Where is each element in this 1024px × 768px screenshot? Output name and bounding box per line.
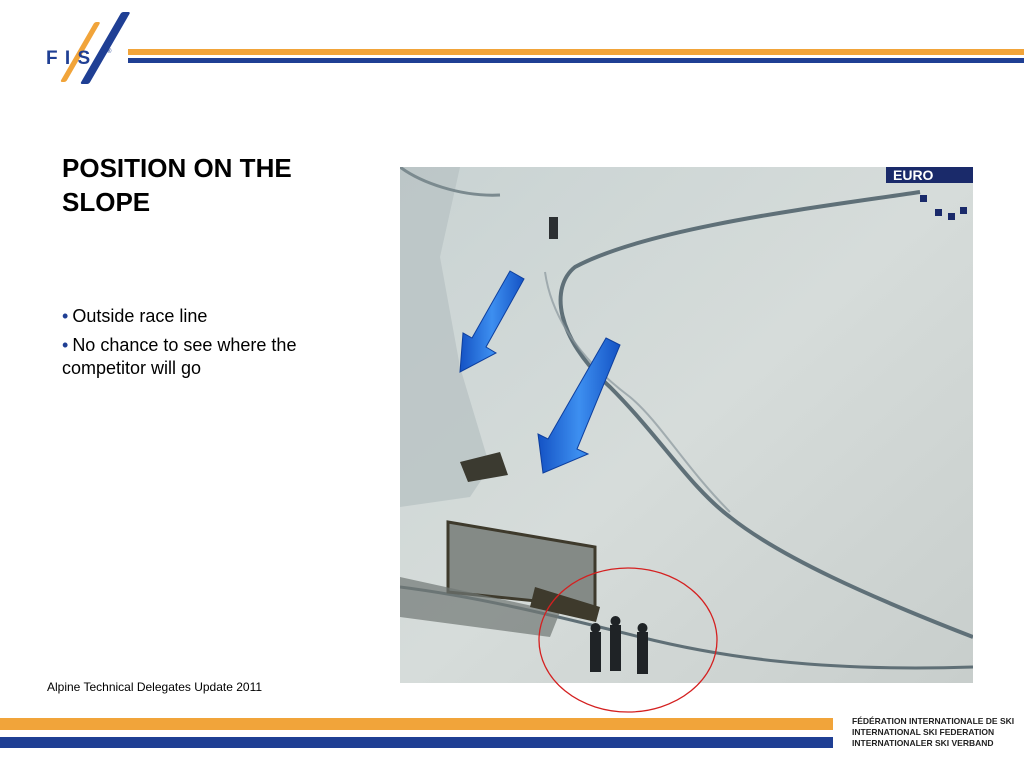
logo-text: F I S bbox=[46, 48, 92, 69]
federation-name-de: INTERNATIONALER SKI VERBAND bbox=[852, 738, 994, 748]
footer-blue-line bbox=[0, 737, 833, 748]
federation-name-en: INTERNATIONAL SKI FEDERATION bbox=[852, 727, 995, 737]
bullet-marker: • bbox=[62, 306, 69, 326]
federation-name-fr: FÉDÉRATION INTERNATIONALE DE SKI bbox=[852, 716, 1015, 726]
bullet-list bbox=[62, 305, 352, 386]
bullet-marker: • bbox=[62, 335, 69, 355]
tv-logo-text: EURO bbox=[893, 167, 934, 183]
bullet-item bbox=[62, 334, 352, 380]
skier-figure bbox=[549, 217, 558, 239]
bullet-item bbox=[62, 305, 352, 328]
highlight-circle bbox=[530, 560, 730, 720]
footer-orange-line bbox=[0, 718, 833, 730]
federation-names bbox=[852, 716, 1014, 749]
bullet-text: Outside race line bbox=[72, 306, 208, 326]
footer-event-title: Alpine Technical Delegates Update 2011 bbox=[47, 680, 263, 694]
header-orange-line bbox=[128, 49, 1024, 55]
header-blue-line bbox=[128, 58, 1024, 63]
fis-logo bbox=[40, 8, 120, 84]
logo-registered-mark: ® bbox=[107, 49, 112, 55]
bullet-text: No chance to see where the competitor will go bbox=[62, 335, 297, 378]
slide-title: POSITION ON THE SLOPE bbox=[62, 153, 292, 217]
